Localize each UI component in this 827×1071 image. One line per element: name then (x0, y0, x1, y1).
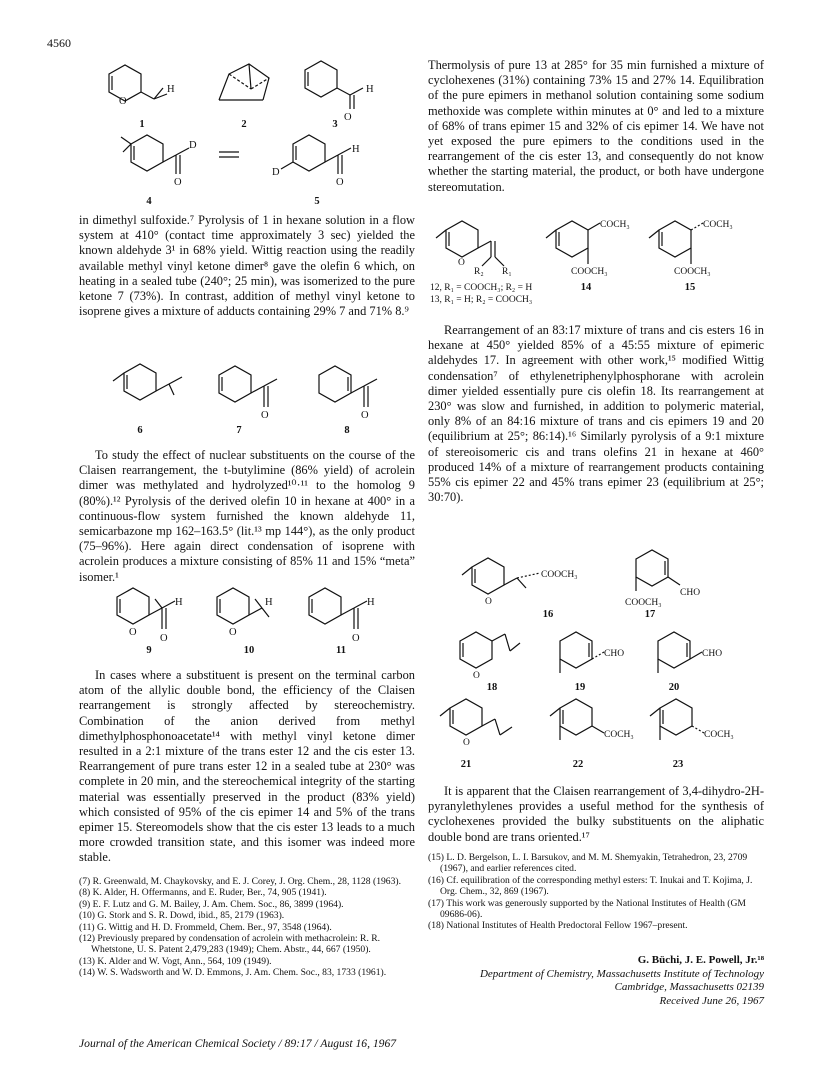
d-atom: D (272, 167, 280, 178)
cooch3-group: COOCH₃ (625, 598, 662, 608)
label-4: 4 (146, 196, 152, 207)
label-8: 8 (344, 425, 350, 436)
label-10: 10 (243, 645, 255, 656)
h-atom: H (366, 84, 374, 95)
city: Cambridge, Massachusetts 02139 (614, 981, 764, 993)
left-paragraph-2: To study the effect of nuclear substituents on the course of the Claisen rearrangement, the t-butylimine (86% yield) of acrolein dimer was methylated and hydrolyzed¹⁰·¹¹ to the homolog 9 (80%).¹² Pyrolysis of the derived olefin 10 in hexane at 400° in a continuous-flow system furnished the known aldehyde 11, semicarbazone mp 162–163.5° (lit.¹³ mp 144°), as the only product (75–96%). Here again direct condensation of isoprene with acrolein produces a mixture consisting of 85% 11 and 15% “meta” isomer.¹ (79, 448, 415, 584)
carbonyl-oxygen: O (160, 633, 168, 644)
ring-oxygen: O (229, 627, 237, 638)
footnote: (10) G. Stork and S. R. Dowd, ibid., 85, 2179 (1963). (79, 910, 285, 922)
footnote: (18) National Institutes of Health Predoctoral Fellow 1967–present. (428, 920, 688, 932)
right-paragraph-1: Thermolysis of pure 13 at 285° for 35 min furnished a mixture of cyclohexenes (31%) containing 73% 15 and 27% 14. Equilibration of the pure epimers in methanol solution containing some sodium methoxide was complete within minutes at 0° and led to a mixture of 68% of trans epimer 15 and 32% of cis epimer 14. We have not yet exposed the pure epimers to the conditions used in the rearrangement of the cis ester 13, and consequently do not know whether the starting material, the product, or both have undergone stereomutation. (428, 58, 764, 194)
footnote: (13) K. Alder and W. Vogt, Ann., 564, 109 (1949). (79, 955, 272, 967)
label-1: 1 (139, 119, 145, 130)
compound-12-definition: 12, R₁ = COOCH₃; R₂ = H (430, 283, 533, 293)
label-23: 23 (672, 759, 684, 770)
authors: G. Büchi, J. E. Powell, Jr.¹⁸ (637, 954, 764, 966)
h-atom: H (167, 84, 175, 95)
label-5: 5 (314, 196, 320, 207)
h-atom: H (367, 597, 375, 608)
label-18: 18 (486, 682, 498, 693)
h-atom: H (265, 597, 273, 608)
h-atom: H (175, 597, 183, 608)
label-19: 19 (574, 682, 586, 693)
label-2: 2 (241, 119, 247, 130)
author-signature (428, 954, 764, 1008)
scheme-compounds-9-11 (79, 585, 415, 660)
footnote: (14) W. S. Wadsworth and W. D. Emmons, J. Am. Chem. Soc., 83, 1733 (1961). (79, 967, 387, 979)
label-17: 17 (644, 609, 656, 620)
page-number: 4560 (47, 36, 71, 50)
right-paragraph-2: Rearrangement of an 83:17 mixture of trans and cis esters 16 in hexane at 450° yielded 85% of a 45:55 mixture of epimeric aldehydes 17. In agreement with other work,¹⁵ modified Wittig condensation⁷ of ethylenetriphenylphosphorane with acrolein dimer yielded essentially pure cis olefin 18. Its rearrangement at 230° was slow and furnished, in addition to polymeric material, only 8% of an 84:16 mixture of trans and cis epimers 19 and 20 (equilibrium at 25°; 86:14).¹⁶ Similarly pyrolysis of a 9:1 mixture of stereoisomeric cis and trans olefins 21 in hexane at 460° produced 14% of a mixture of rearrangement products containing 55% cis epimer 22 and 45% trans epimer 23 (equilibrium at 25°; 30:70). (428, 323, 764, 505)
footnote: (8) K. Alder, H. Offermanns, and E. Ruder, Ber., 74, 905 (1941). (79, 887, 327, 899)
cho-group: CHO (680, 588, 701, 598)
cooch3-group: COOCH₃ (571, 267, 608, 277)
label-11: 11 (336, 645, 346, 656)
label-14: 14 (580, 282, 592, 293)
scheme-compounds-6-8 (79, 355, 415, 440)
h-atom: H (352, 144, 360, 155)
journal-footer: Journal of the American Chemical Society / 89:17 / August 16, 1967 (79, 1037, 397, 1050)
department: Department of Chemistry, Massachusetts Institute of Technology (479, 967, 764, 980)
coch3-group: COCH₃ (604, 730, 634, 740)
ring-oxygen: O (458, 258, 465, 268)
cho-group: CHO (604, 649, 625, 659)
carbonyl-oxygen: O (352, 633, 360, 644)
right-footnotes (428, 852, 764, 932)
coch3-group: COCH₃ (703, 220, 733, 230)
carbonyl-oxygen: O (361, 410, 369, 421)
coch3-group: COCH₃ (600, 220, 630, 230)
footnote: (7) R. Greenwald, M. Chaykovsky, and E. J. Corey, J. Org. Chem., 28, 1128 (1963). (79, 876, 401, 887)
label-7: 7 (236, 425, 242, 436)
footnote: (16) Cf. equilibration of the corresponding methyl esters: T. Inukai and T. Kojima, J. Org. Chem., 32, 869 (1967). (428, 874, 753, 898)
label-15: 15 (684, 282, 696, 293)
scheme-compounds-16-23 (428, 545, 764, 775)
ring-oxygen: O (473, 671, 480, 681)
r2-label: R₂ (474, 267, 484, 277)
footnote: (11) G. Wittig and H. D. Frommeld, Chem. Ber., 97, 3548 (1964). (79, 921, 332, 933)
scheme-compounds-12-15 (428, 212, 764, 312)
label-22: 22 (572, 759, 584, 770)
label-20: 20 (668, 682, 680, 693)
ring-oxygen: O (463, 738, 470, 748)
label-21: 21 (460, 759, 472, 770)
scheme-compounds-1-5 (79, 44, 415, 209)
ring-oxygen: O (129, 627, 137, 638)
d-atom: D (189, 140, 197, 151)
footnote: (15) L. D. Bergelson, L. I. Barsukov, and M. M. Shemyakin, Tetrahedron, 23, 2709 (1967), and earlier references cited. (428, 852, 748, 875)
footnote: (17) This work was generously supported by the National Institutes of Health (GM 09686-06). (428, 897, 746, 921)
cooch3-group: COOCH₃ (674, 267, 711, 277)
left-paragraph-3: In cases where a substituent is present on the terminal carbon atom of the allylic double bond, the efficiency of the Claisen rearrangement is strongly affected by stereochemistry. Combination of the anion derived from methyl dimethylphosphonoacetate¹⁴ with methyl vinyl ketone dimer resulted in a 2:1 mixture of the trans ester 12 and the cis ester 13. Rearrangement of pure trans ester 12 in a sealed tube at 230° was complete in 20 min, and the stereochemical integrity of the starting material was essentially preserved in the product (83% yield) which consisted of 95% of the cis epimer 14 and 5% of the trans epimer 15. Stereomodels show that the cis ester 13 leads to a much more crowded transition state, and this isomer was indeed more stable. (79, 668, 415, 865)
carbonyl-oxygen: O (336, 177, 344, 188)
label-9: 9 (146, 645, 152, 656)
carbonyl-oxygen: O (344, 112, 352, 123)
cooch3-group: COOCH₃ (541, 570, 578, 580)
ring-oxygen: O (485, 597, 492, 607)
label-3: 3 (332, 119, 338, 130)
coch3-group: COCH₃ (704, 730, 734, 740)
footnote: (12) Previously prepared by condensation of acrolein with methacrolein: R. R. Whetstone, U. S. Patent 2,479,283 (1949); Chem. Abstr., 44, 667 (1950). (79, 933, 381, 956)
r1-label: R₁ (502, 267, 512, 277)
carbonyl-oxygen: O (174, 177, 182, 188)
left-footnotes (79, 876, 415, 979)
carbonyl-oxygen: O (261, 410, 269, 421)
ring-oxygen: O (119, 96, 127, 107)
cho-group: CHO (702, 649, 723, 659)
left-paragraph-1: in dimethyl sulfoxide.⁷ Pyrolysis of 1 in hexane solution in a flow system at 410° (contact time approximately 3 sec) yielded the known aldehyde 3¹ in 68% yield. Wittig reaction using the readily available methyl vinyl ketone dimer⁸ gave the olefin 6 which, on heating in a sealed tube (240°; 25 min), was isomerized to the pure ketone 7 (73%). In contrast, addition of methyl vinyl ketone to isoprene gives a mixture of adducts containing 29% 7 and 71% 8.⁹ (79, 213, 415, 319)
received-date: Received June 26, 1967 (659, 994, 764, 1007)
right-paragraph-3: It is apparent that the Claisen rearrangement of 3,4-dihydro-2H-pyranylethylenes provides a useful method for the synthesis of cyclohexenes provided the bulky substituents on the aliphatic double bond are trans oriented.¹⁷ (428, 784, 764, 844)
label-6: 6 (137, 425, 143, 436)
compound-13-definition: 13, R₁ = H; R₂ = COOCH₃ (430, 295, 533, 305)
footnote: (9) E. F. Lutz and G. M. Bailey, J. Am. Chem. Soc., 86, 3899 (1964). (79, 898, 344, 910)
label-16: 16 (542, 609, 554, 620)
